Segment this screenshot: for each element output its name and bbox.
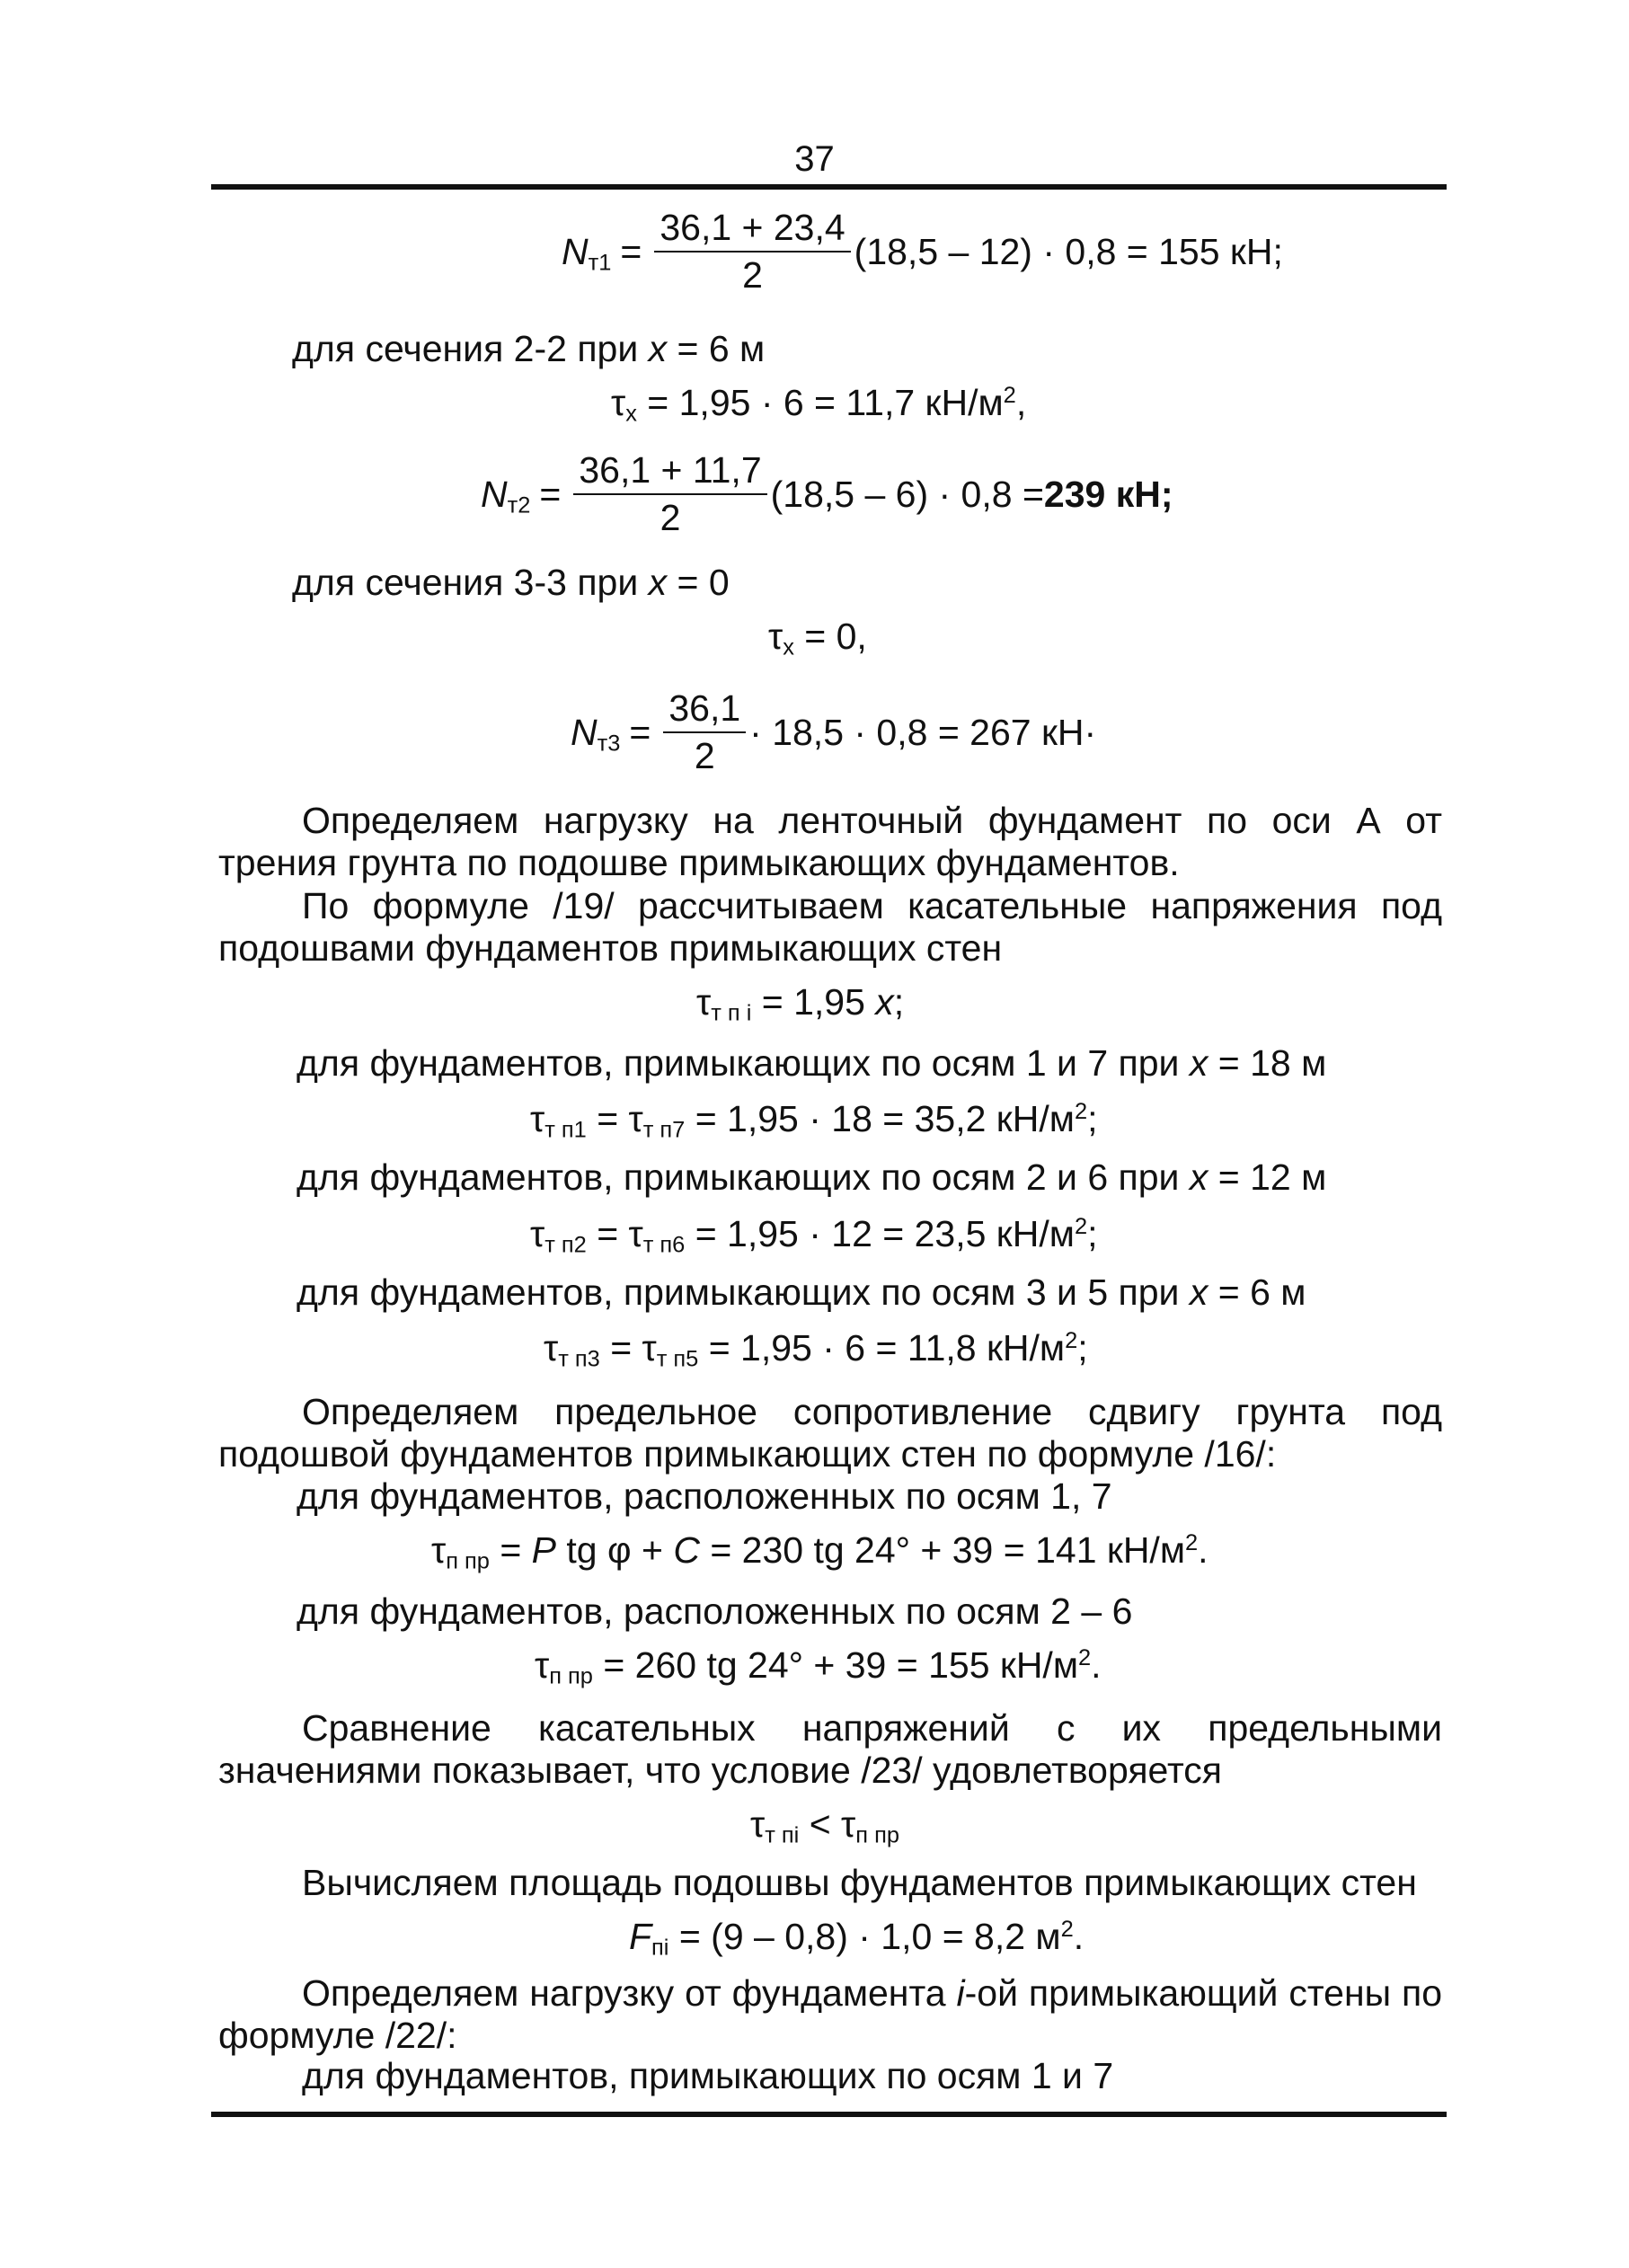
equation-limit-2-6: $\tau_{п пр} = 260$ tg 24° + 39 = 155 $кН/м^2$. [535,1644,1102,1689]
text-located-2-6: для фундаментов, расположенных по осям 2 – 6 [297,1590,1133,1632]
text-axes-1-7: для фундаментов, примыкающих по осям 1 и 7 при x = 18 м [297,1042,1327,1084]
equation-tau-axes-2-6: $\tau_{т п2} = \tau_{т п6} = 1,95 \cdot 12 = 23,5$ $кН/м^2$; [530,1213,1098,1258]
text-located-1-7: для фундаментов, расположенных по осям 1, 7 [297,1475,1112,1517]
eq2-lhs: $N_{т2}$ [481,473,531,518]
paragraph-formula-19: По формуле /19/ рассчитываем касательные напряжения под подошвами фундаментов примыкающих стен [218,885,1442,969]
paragraph-load-friction: Определяем нагрузку на ленточный фундамент по оси А от трения грунта по подошве примыкающих фундаментов. [218,800,1442,883]
equation-comparison: $\tau_{т пi} < \tau_{п пр}$ [750,1803,899,1848]
equation-tau-axes-1-7: $\tau_{т п1} = \tau_{т п7} = 1,95 \cdot 18 = 35,2$ $кН/м^2$; [530,1098,1098,1143]
paragraph-area: Вычисляем площадь подошвы фундаментов примыкающих стен [302,1862,1417,1903]
equation-limit-1-7: $\tau_{п пр} = P$ tg φ + C = 230 tg 24° + 39 = 141 $кН/м^2$. [431,1529,1208,1574]
eq2-fraction: $\frac{36,1 + 11,7}{2}$ [573,449,766,539]
text-axes-3-5: для фундаментов, примыкающих по осям 3 и 5 при x = 6 м [297,1271,1306,1313]
paragraph-load-adjoining: Определяем нагрузку от фундамента i-ой примыкающий стены по формуле /22/: [218,1972,1442,2056]
paragraph-comparison: Сравнение касательных напряжений с их предельными значениями показывает, что условие /23/ удовлетворяется [218,1707,1442,1791]
top-rule [211,184,1447,190]
eq1-fraction: $\frac{36,1 + 23,4}{2}$ [654,207,850,297]
text-axes-2-6: для фундаментов, примыкающих по осям 2 и 6 при x = 12 м [297,1156,1327,1198]
equation-tau-x-1: $\tau_x = 1,95 \cdot 6 = 11,7$ $кН/м^2$, [611,382,1027,427]
text-section-2-2: для сечения 2-2 при x = 6 м [292,328,766,369]
equation-tau-general: $\tau_{т п i} = 1,95$ x; [696,981,905,1026]
text-section-3-3: для сечения 3-3 при x = 0 [292,562,730,603]
equation-tau-x-2: $\tau_x = 0$, [768,616,867,660]
equation-n-t2: $N_{т2}$ = $\frac{36,1 + 11,7}{2}$ (18,5 – 6) · 0,8 = 239 кН; [481,449,1173,538]
bottom-rule [211,2112,1447,2117]
eq3-fraction: $\frac{36,1}{2}$ [663,687,746,777]
equation-n-t3: $N_{т3}$ = $\frac{36,1}{2}$ · 18,5 · 0,8 = 267 кН· [571,687,1097,776]
equation-n-t1: $N_{т1}$ = $\frac{36,1 + 23,4}{2}$ (18,5 – 12) · 0,8 = 155 кН; [562,207,1283,296]
paragraph-limit-resistance: Определяем предельное сопротивление сдвигу грунта под подошвой фундаментов примыкающих стен по формуле /16/: [218,1391,1442,1475]
equation-tau-axes-3-5: $\tau_{т п3} = \tau_{т п5} = 1,95 \cdot 6 = 11,8$ $кН/м^2$; [544,1327,1088,1372]
eq3-lhs: $N_{т3}$ [571,711,621,756]
page-number: 37 [794,139,835,179]
text-last-line: для фундаментов, примыкающих по осям 1 и 7 [302,2055,1114,2096]
eq1-lhs: $N_{т1}$ [562,230,612,275]
equation-area: $F_{пi} = (9 - 0,8) \cdot 1,0 = 8,2$ $м^2$. [629,1916,1085,1961]
